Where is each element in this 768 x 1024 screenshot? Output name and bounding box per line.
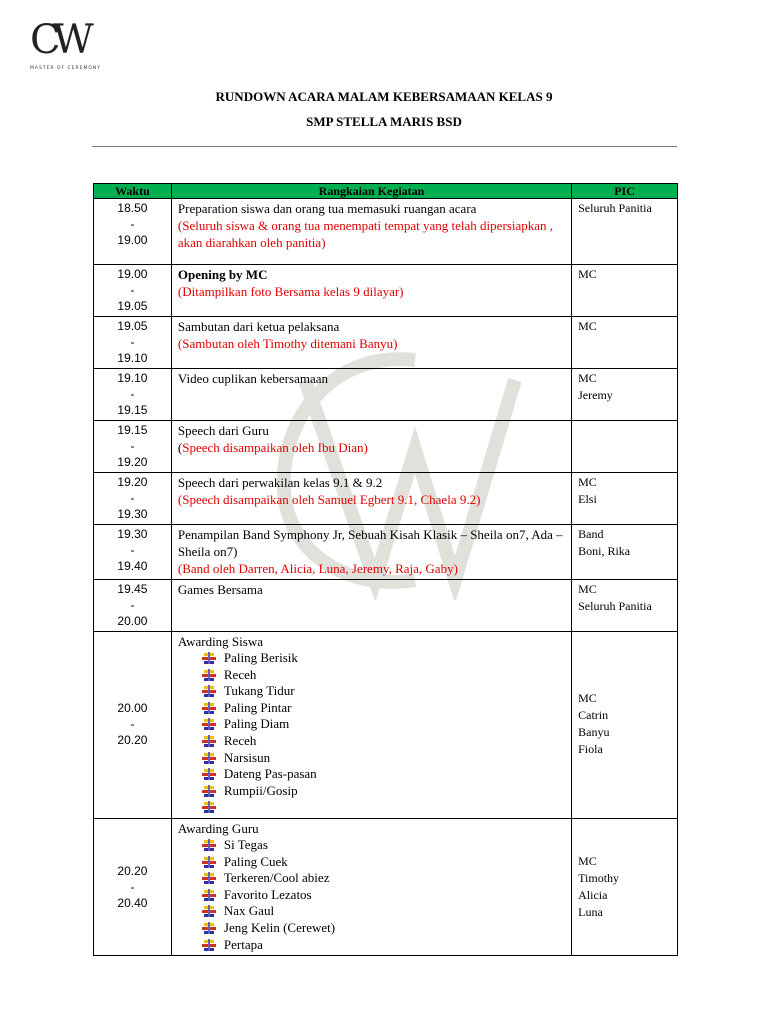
time-end: 19.20 [117,455,148,469]
time-cell [94,199,172,265]
activity-note: (Band oleh Darren, Alicia, Luna, Jeremy, Raja, Gaby) [177,561,458,576]
book-stack-bullet-icon [202,785,216,797]
activity-title: Preparation siswa dan orang tua memasuki ruangan acara [177,201,477,216]
book-stack-bullet-icon [202,922,216,934]
award-item-label: Rumpii/Gosip [223,782,298,798]
time-start: 19.15 [117,423,148,437]
award-item [202,667,565,684]
time-start: 18.50 [117,201,148,215]
pic-name: MC [578,267,597,281]
book-stack-bullet-icon [202,768,216,780]
logo [30,17,110,80]
pic-name: Fiola [578,742,603,757]
activity-cell [171,317,571,369]
book-stack-bullet-icon [202,669,216,681]
award-item [202,716,565,733]
header-time: Waktu [94,184,172,199]
book-stack-bullet-icon [202,801,216,813]
book-stack-bullet-icon [202,718,216,730]
activity-cell [171,265,571,317]
book-stack-bullet-icon [202,752,216,764]
pic-name: MC [578,371,597,385]
award-item [202,903,565,920]
pic-cell [572,525,678,580]
activity-cell [171,369,571,421]
pic-name: Seluruh Panitia [578,201,652,215]
award-item-label: Nax Gaul [223,903,275,919]
award-item-label: Receh [223,732,257,748]
document-subtitle: SMP STELLA MARIS BSD [306,114,462,129]
award-item [202,733,565,750]
pic-name: Catrin [578,708,609,723]
table-row [94,199,678,265]
activity-title: Awarding Guru [177,820,259,836]
award-item-label: Favorito Lezatos [223,886,312,902]
book-stack-bullet-icon [202,939,216,951]
table-row [94,317,678,369]
time-start: 19.05 [117,319,148,333]
time-cell [94,580,172,632]
activity-note-text: Speech disampaikan oleh Ibu Dian) [182,440,368,455]
book-stack-bullet-icon [202,889,216,901]
pic-name: Jeremy [578,388,613,402]
time-sep: - [130,543,135,557]
table-row [94,473,678,525]
activity-title: Awarding Siswa [177,634,263,649]
activity-cell [171,473,571,525]
activity-cell [171,632,571,819]
time-sep: - [130,717,135,732]
award-item-label: Terkeren/Cool abiez [223,870,330,886]
pic-name: MC [578,319,597,333]
award-item-label: Paling Cuek [223,853,288,869]
time-start: 20.20 [117,863,148,878]
time-sep: - [130,283,135,297]
award-item-label: Paling Pintar [223,699,292,715]
activity-title: Penampilan Band Symphony Jr, Sebuah Kisah Klasik – Sheila on7, Ada – Sheila on7) [177,527,563,559]
activity-title: Speech dari Guru [177,423,269,438]
time-end: 20.40 [117,895,148,910]
activity-cell [171,818,571,955]
award-item-label: Dateng Pas-pasan [223,766,317,782]
time-end: 20.20 [117,733,148,748]
award-list [178,837,565,953]
note-paren: ( [177,440,183,455]
activity-title: Sambutan dari ketua pelaksana [177,319,340,334]
award-item-label: Jeng Kelin (Cerewet) [223,919,336,935]
pic-cell [572,265,678,317]
award-item [202,650,565,667]
award-item [202,799,565,816]
activity-note: (Seluruh siswa & orang tua menempati tempat yang telah dipersiapkan , akan diarahkan oleh panitia) [177,218,553,250]
award-item [202,750,565,767]
pic-name: Alicia [578,887,608,902]
book-stack-bullet-icon [202,872,216,884]
pic-name: Elsi [578,492,597,506]
rundown-table [93,183,678,956]
book-stack-bullet-icon [202,685,216,697]
table-row-awarding-siswa [94,632,678,819]
award-item-label: Pertapa [223,936,263,952]
time-end: 20.00 [117,614,148,628]
pic-cell [572,580,678,632]
pic-name: MC [578,582,597,596]
time-sep: - [130,335,135,349]
pic-name: MC [578,475,597,489]
time-cell [94,525,172,580]
activity-note: (Speech disampaikan oleh Samuel Egbert 9.1, Chaela 9.2) [177,492,481,507]
award-item [202,870,565,887]
time-end: 19.30 [117,507,148,521]
book-stack-bullet-icon [202,702,216,714]
time-cell [94,632,172,819]
time-start: 19.00 [117,267,148,281]
time-cell [94,369,172,421]
pic-name: MC [578,853,597,868]
table-row [94,421,678,473]
award-item-label: Tukang Tidur [223,683,295,699]
time-sep: - [130,598,135,612]
time-sep: - [130,491,135,505]
pic-name: Boni, Rika [578,544,631,558]
pic-cell [572,818,678,955]
time-start: 19.30 [117,527,148,541]
time-sep: - [130,439,135,453]
book-stack-bullet-icon [202,652,216,664]
time-start: 19.45 [117,582,148,596]
activity-title: Games Bersama [177,582,263,597]
table-row [94,265,678,317]
award-item [202,766,565,783]
award-list [178,650,565,816]
pic-name: Band [578,527,604,541]
time-cell [94,317,172,369]
activity-title: Video cuplikan kebersamaan [177,371,328,386]
activity-note: (Ditampilkan foto Bersama kelas 9 dilayar) [177,284,404,299]
award-item [202,837,565,854]
pic-name: Timothy [578,870,620,885]
time-end: 19.05 [117,299,148,313]
activity-cell [171,199,571,265]
time-end: 19.15 [117,403,148,417]
time-end: 19.00 [117,233,148,247]
header-pic: PIC [572,184,678,199]
award-item [202,700,565,717]
pic-cell [572,317,678,369]
award-item [202,937,565,954]
award-item-label: Si Tegas [223,836,268,852]
logo-mark: CW [30,17,86,63]
time-start: 19.20 [117,475,148,489]
table-row [94,580,678,632]
activity-cell [171,580,571,632]
document-title: RUNDOWN ACARA MALAM KEBERSAMAAN KELAS 9 [215,89,553,104]
award-item-label: Paling Diam [223,716,290,732]
award-item-label: Paling Berisik [223,650,298,665]
book-stack-bullet-icon [202,735,216,747]
activity-note: (Sambutan oleh Timothy ditemani Banyu) [177,336,398,351]
time-start: 19.10 [117,371,148,385]
pic-cell [572,199,678,265]
award-item-label: Receh [223,666,257,682]
pic-cell [572,421,678,473]
logo-tagline: MASTER OF CEREMONY [30,66,102,71]
pic-name: Banyu [578,725,610,740]
time-end: 19.40 [117,559,148,573]
pic-cell [572,632,678,819]
time-start: 20.00 [117,701,148,716]
activity-title: Speech dari perwakilan kelas 9.1 & 9.2 [177,475,383,490]
title-divider [92,146,677,147]
award-item [202,887,565,904]
award-item [202,920,565,937]
table-row [94,369,678,421]
pic-cell [572,369,678,421]
header-activity: Rangkaian Kegiatan [171,184,571,199]
time-sep: - [130,387,135,401]
activity-cell [171,525,571,580]
book-stack-bullet-icon [202,856,216,868]
award-item [202,683,565,700]
pic-name: Luna [578,904,603,919]
time-end: 19.10 [117,351,148,365]
book-stack-bullet-icon [202,905,216,917]
time-cell [94,818,172,955]
table-header-row [94,184,678,199]
book-stack-bullet-icon [202,839,216,851]
time-cell [94,265,172,317]
pic-cell [572,473,678,525]
time-cell [94,473,172,525]
award-item [202,783,565,800]
pic-name: MC [578,691,597,706]
activity-cell [171,421,571,473]
time-sep: - [130,217,135,231]
table-row-awarding-guru [94,818,678,955]
award-item-label: Narsisun [223,749,271,765]
activity-note [178,439,565,456]
time-sep: - [130,879,135,894]
table-row [94,525,678,580]
award-item [202,854,565,871]
time-cell [94,421,172,473]
pic-name: Seluruh Panitia [578,599,652,613]
activity-title: Opening by MC [177,267,268,282]
